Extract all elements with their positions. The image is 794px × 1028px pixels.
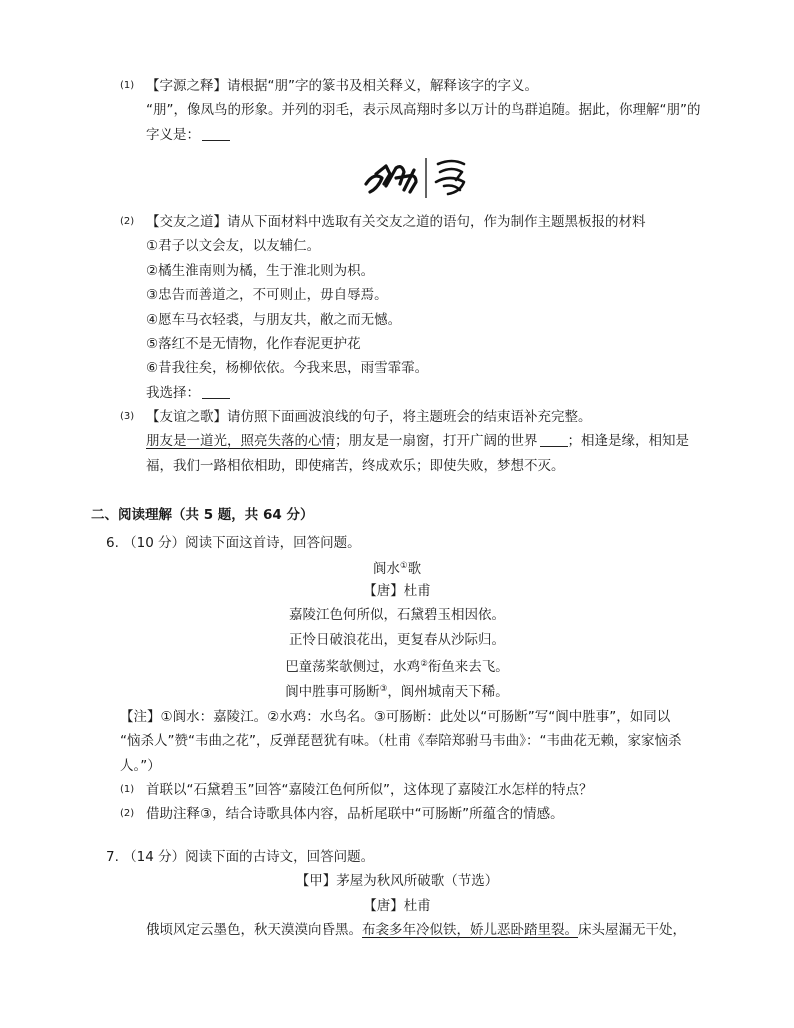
q1-answer-label: 字义是：: [146, 127, 200, 143]
q1-prompt: 【字源之释】请根据“朋”字的篆书及相关释义，解释该字的字义。: [146, 78, 538, 94]
q6-poem-line-2: 正怜日破浪花出，更复春从沙际归。: [289, 632, 505, 648]
q6-poem-title-end: 歌: [407, 561, 422, 577]
q6-header: 6. （10 分）阅读下面这首诗，回答问题。: [106, 535, 361, 551]
q2-option-3: ③忠告而善道之，不可则止，毋自辱焉。: [146, 287, 388, 303]
q3-number: (3): [120, 411, 135, 422]
q7-line-start: 俄顷风定云墨色，秋天漠漠向昏黑。: [146, 922, 362, 938]
q6-poem-line-1: 嘉陵江色何所似，石黛碧玉相因依。: [289, 607, 505, 623]
q6-line3-footnote-mark: ②: [420, 659, 428, 669]
q2-choice-label: 我选择：: [146, 385, 200, 401]
q3-sentence-middle: ；朋友是一扇窗，打开广阔的世界: [335, 433, 538, 449]
q6-poem-title: [0, 554, 794, 581]
q3-sentence-line1: [146, 429, 689, 453]
q6-note-line-2: “恼杀人”赞“韦曲之花”，反弹琵琶犹有味。（杜甫《奉陪郑驸马韦曲》：“韦曲花无赖，家家恼杀: [120, 733, 682, 749]
q6-poem-line-3: [0, 652, 794, 679]
q2-prompt: 【交友之道】请从下面材料中选取有关交友之道的语句，作为制作主题黑板报的材料: [146, 214, 646, 230]
q3-wavy-sentence: 朋友是一道光，照亮失落的心情: [146, 433, 335, 449]
q6-title-footnote-mark: ①: [399, 561, 408, 571]
q7-underlined-sentence: 布衾多年冷似铁，娇儿恶卧踏里裂。: [362, 922, 578, 938]
q6-sub2-number: (2): [120, 808, 135, 819]
q7-poem-line: [146, 918, 686, 942]
q3-prompt: 【友谊之歌】请仿照下面画波浪线的句子，将主题班会的结束语补充完整。: [146, 409, 592, 425]
q6-line4-part-b: ，阆州城南天下稀。: [387, 684, 509, 700]
q7-header: 7. （14 分）阅读下面的古诗文，回答问题。: [106, 849, 375, 865]
q1-description: “朋”，像凤鸟的形象。并列的羽毛，表示凤高翔时多以万计的鸟群追随。据此，你理解“朋”的: [146, 102, 701, 118]
q2-option-1: ①君子以文会友，以友辅仁。: [146, 238, 321, 254]
q2-option-5: ⑤落红不是无情物，化作春泥更护花: [146, 336, 361, 352]
q6-line4-footnote-mark: ③: [379, 684, 388, 694]
q6-line3-part-a: 巴童荡桨欹侧过，水鸡: [285, 659, 421, 675]
q1-answer-blank[interactable]: [202, 126, 230, 141]
q3-fill-blank[interactable]: [540, 432, 568, 447]
section-heading: 二、阅读理解（共 5 题，共 64 分）: [91, 507, 314, 523]
q7-line-end: 床头屋漏无干处，: [578, 922, 686, 938]
q2-option-2: ②橘生淮南则为橘，生于淮北则为枳。: [146, 263, 375, 279]
q2-number: (2): [120, 216, 135, 227]
q2-choice-line: [146, 381, 230, 405]
q6-poem-line-4: [0, 677, 794, 704]
q6-note-line-1: 【注】①阆水：嘉陵江。②水鸡：水鸟名。③可肠断：此处以“可肠断”写“阆中胜事”，如同以: [120, 709, 671, 725]
q1-number: (1): [120, 80, 135, 91]
q6-sub1-number: (1): [120, 784, 135, 795]
q6-line3-part-b: 衔鱼来去飞。: [427, 659, 509, 675]
q2-choice-blank[interactable]: [202, 384, 230, 399]
q6-sub1-question: 首联以“石黛碧玉”回答“嘉陵江色何所似”，这体现了嘉陵江水怎样的特点？: [146, 782, 593, 798]
q2-option-6: ⑥昔我往矣，杨柳依依。今我来思，雨雪霏霏。: [146, 360, 429, 376]
q7-poem-author: 【唐】杜甫: [363, 898, 431, 914]
q6-poem-author: 【唐】杜甫: [363, 583, 431, 599]
q3-sentence-tail: ；相逢是缘，相知是: [567, 433, 689, 449]
seal-script-peng-image: [360, 154, 476, 200]
q2-option-4: ④愿车马衣轻裘，与朋友共，敝之而无憾。: [146, 312, 402, 328]
q6-line4-part-a: 阆中胜事可肠断: [285, 684, 380, 700]
q7-poem-title: 【甲】茅屋为秋风所破歌（节选）: [295, 873, 499, 889]
q6-sub2-question: 借助注释③，结合诗歌具体内容，品析尾联中“可肠断”所蕴含的情感。: [146, 806, 564, 822]
q6-note-line-3: 人。”）: [120, 758, 161, 774]
q3-sentence-line2: 福，我们一路相依相助，即使痛苦，终成欢乐；即使失败，梦想不灭。: [146, 458, 565, 474]
q1-answer-line: [146, 123, 230, 147]
q6-poem-title-text: 阆水: [372, 561, 400, 577]
